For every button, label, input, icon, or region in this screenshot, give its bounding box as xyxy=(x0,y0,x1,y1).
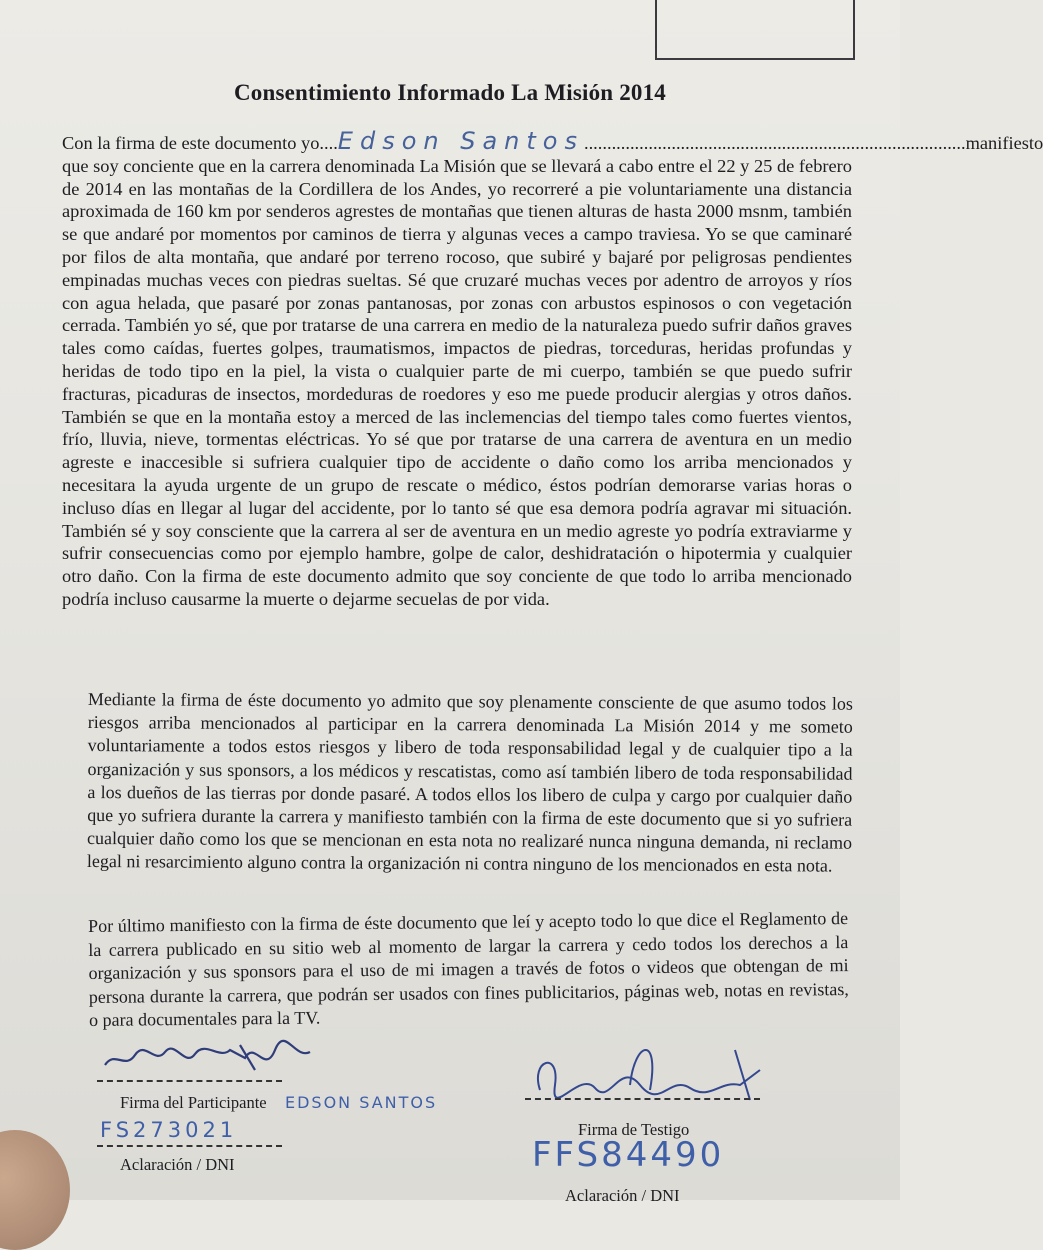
handwritten-participant-name: Edson Santos xyxy=(337,127,584,155)
participant-signature-label: Firma del Participante xyxy=(120,1093,267,1112)
participant-clarification-label: Aclaración / DNI xyxy=(120,1155,235,1174)
paragraph-3: Por último manifiesto con la firma de éste documento que leí y acepto todo lo que dice el Reglamento de la carrera publicado en su sitio web al momento de largar la carrera y cedo todos los derechos a la organización y sus sponsors para el uso de mi imagen a través de fotos o videos que obtengan de mi persona durante la carrera, que podrán ser usados con fines publicitarios, páginas web, notas en revistas, o para documentales para la TV. xyxy=(88,908,849,1030)
paragraph-2: Mediante la firma de éste documento yo admito que soy plenamente consciente de que asumo todos los riesgos arriba mencionados al participar en la carrera denominada La Misión 2014 y me someto voluntariamente a todos estos riesgos y libero de toda responsabilidad legal y de cualquier tipo a la organización y sus sponsors, a los médicos y rescatistas, como así también libero de toda responsabilidad a los dueños de las tierras por donde pasaré. A todos ellos los libero de culpa y cargo por cualquier daño que yo sufriera durante la carrera y manifiesto también con la firma de este documento que si yo sufriera cualquier daño como los que se mencionan en esta nota no realizaré nunca ninguna demanda, ni reclamo legal ni resarcimiento alguno contra la organización ni contra ninguno de los mencionados en esta nota. xyxy=(86,689,853,876)
witness-signature xyxy=(520,1030,790,1120)
witness-signature-label: Firma de Testigo xyxy=(578,1120,690,1139)
participant-intro-line: Con la firma de este documento yo .... Edson Santos ................................................................................... manifiesto xyxy=(62,127,1043,155)
witness-signature-line xyxy=(525,1098,760,1100)
intro-prefix: Con la firma de este documento yo xyxy=(62,133,320,153)
stamp-box xyxy=(655,0,855,60)
paragraph-1 xyxy=(62,127,1043,611)
handwritten-witness-dni: FFS84490 xyxy=(532,1135,725,1175)
participant-signature xyxy=(95,1030,335,1080)
document-title: Consentimiento Informado La Misión 2014 xyxy=(233,80,667,105)
participant-signature-line xyxy=(97,1080,282,1082)
handwritten-participant-name-print: EDSON SANTOS xyxy=(285,1093,438,1112)
paragraph-1-body: que soy conciente que en la carrera denominada La Misión que se llevará a cabo entre el 22 y 25 de febrero de 2014 en las montañas de la Cordillera de los Andes, yo recorreré a pie voluntariamente una distancia aproximada de 160 km por senderos agrestes de montañas que tienen alturas de hasta 2000 msnm, también se que andaré por momentos por caminos de tierra y algunas veces a campo traviesa. Yo se que caminaré por filos de alta montaña, que andaré por terreno rocoso, que subiré y bajaré por peligrosas pendientes empinadas muchas veces con piedras sueltas. Sé que cruzaré muchas veces por adentro de arroyos y ríos con agua helada, que pasaré por zonas pantanosas, por zonas con arbustos espinosos o con vegetación cerrada. También yo sé, que por tratarse de una carrera en medio de la naturaleza puedo sufrir daños graves tales como caídas, fuertes golpes, traumatismos, impactos de piedras, torceduras, heridas profundas y heridas de todo tipo en la piel, la vista o cualquier parte de mi cuerpo, también se que puedo sufrir fracturas, picaduras de insectos, mordeduras de roedores y eso me puede producir alergias y otros daños. También se que en la montaña estoy a merced de las inclemencias del tiempo tales como fuertes vientos, frío, lluvia, nieve, tormentas eléctricas. Yo sé que por tratarse de una carrera de aventura en un medio agreste e inaccesible si sufriera cualquier tipo de accidente o daño como los arriba mencionados y necesitara la ayuda urgente de un grupo de rescate o médico, éstos podrían demorarse varias horas o incluso días en llegar al lugar del accidente, por lo tanto sé que esa demora podría agravar mi situación. También sé y soy consciente que la carrera al ser de aventura en un medio agreste yo podría extraviarme y sufrir consecuencias como por ejemplo hambre, golpe de calor, deshidratación o hipotermia y cualquier otro daño. Con la firma de este documento admito que soy conciente de que todo lo arriba mencionado podría incluso causarme la muerte o dejarme secuelas de por vida. xyxy=(62,155,852,609)
handwritten-participant-dni: FS273021 xyxy=(100,1118,238,1142)
witness-clarification-label: Aclaración / DNI xyxy=(565,1186,680,1205)
thumb-in-frame xyxy=(0,1130,70,1250)
intro-suffix: manifiesto xyxy=(965,133,1043,153)
participant-dni-line xyxy=(97,1145,282,1147)
